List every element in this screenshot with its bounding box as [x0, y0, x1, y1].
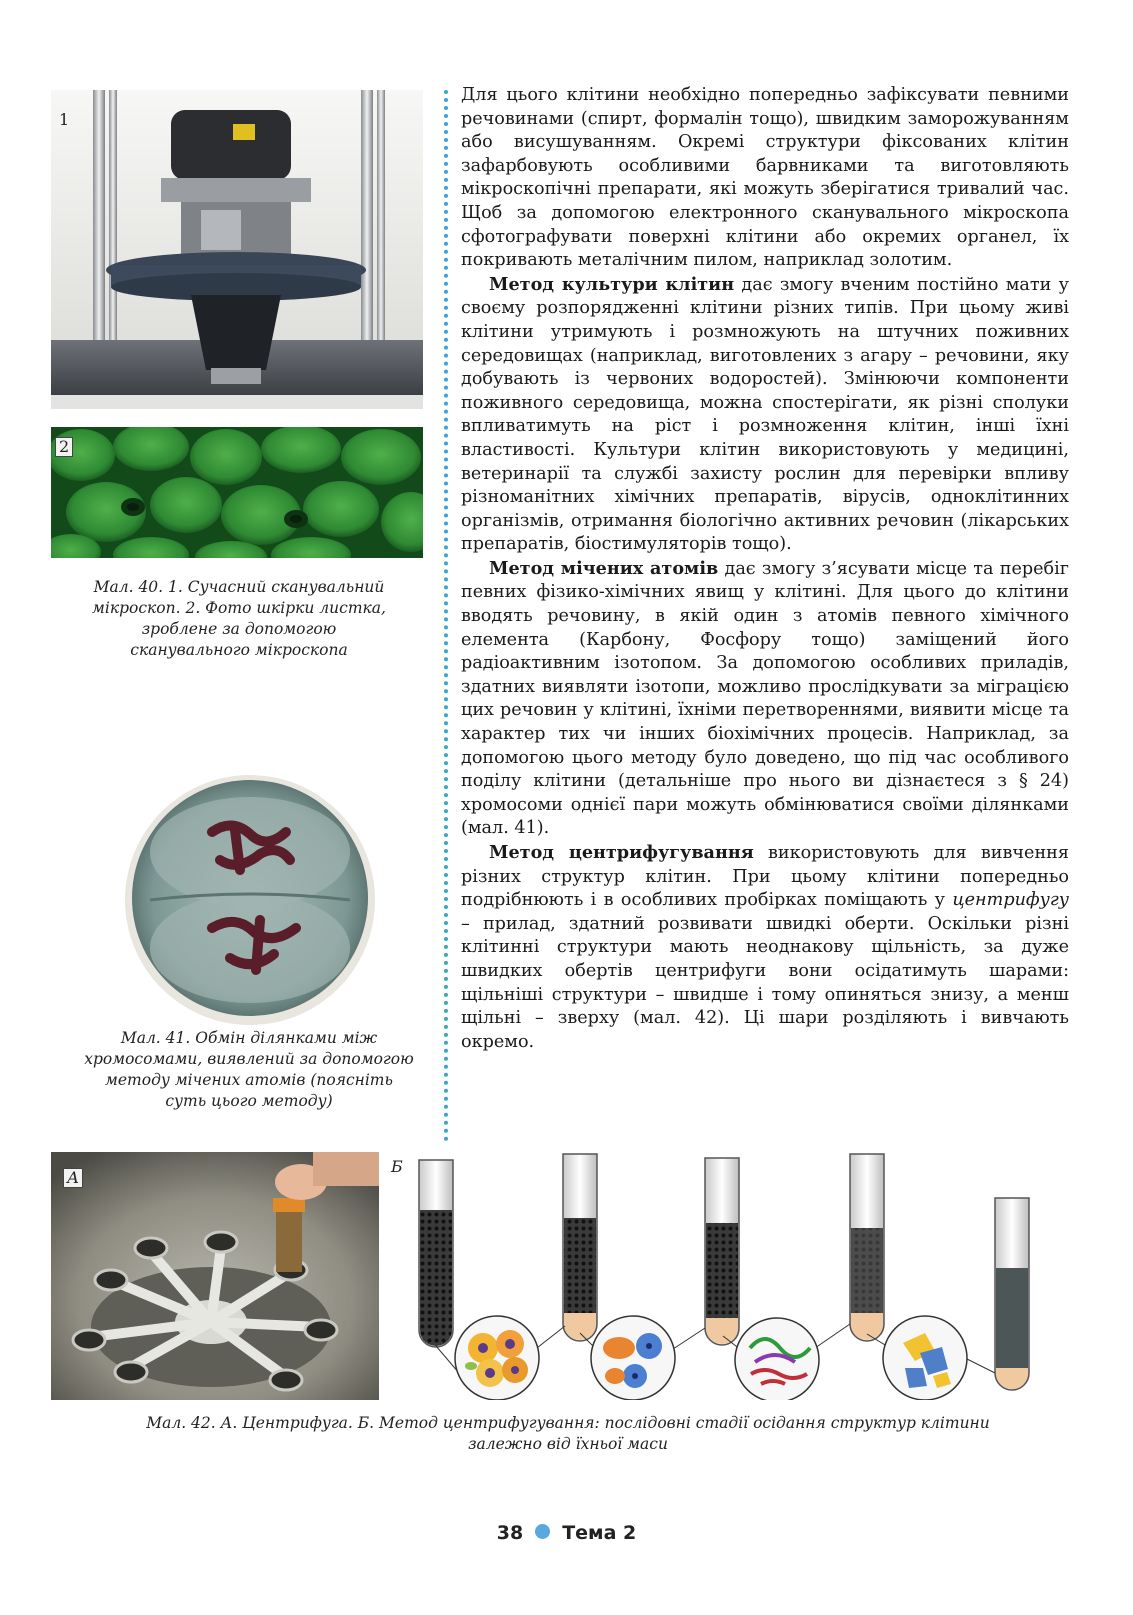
paragraph-centrifugation-body-1: використовують для вивчення різних структур клітин. При цьому клітини попередньо подрібнюють і в особливих пробірках поміщають у [461, 843, 1069, 911]
leaf-epidermis-photo [51, 427, 423, 558]
figure-42-caption [51, 1413, 1085, 1455]
test-tube-2 [563, 1154, 597, 1341]
test-tube-1 [419, 1160, 453, 1347]
paragraph-centrifugation [461, 841, 1069, 1054]
figure-41-caption: Мал. 41. Обмін ділянками між хромосомами, виявлений за допомогою методу мічених атомів (поясніть суть цього методу) [84, 1029, 414, 1110]
term-centrifugation: Метод центрифугування [489, 842, 754, 863]
centrifugation-stages-diagram [405, 1148, 1085, 1400]
figure-40-caption: Мал. 40. 1. Сучасний сканувальний мікроскоп. 2. Фото шкірки листка, зроблене за допомогою сканувального мікроскопа [92, 578, 386, 659]
centrifuge-photo [51, 1152, 379, 1400]
term-labeled-atoms: Метод мічених атомів [489, 557, 719, 579]
column-divider [444, 90, 448, 1142]
paragraph-cell-culture [461, 273, 1069, 557]
figure-label-2: 2 [55, 437, 73, 457]
page-number: 38 [496, 1522, 524, 1544]
figure-42-caption-line-2: залежно від їхньої маси [468, 1435, 668, 1453]
term-centrifuge: центрифугу [952, 890, 1069, 911]
test-tube-5 [995, 1198, 1029, 1390]
test-tube-3 [705, 1158, 739, 1345]
figure-42-caption-line-1: Мал. 42. А. Центрифуга. Б. Метод центрифугування: послідовні стадії осідання структур клітини [146, 1414, 990, 1432]
page-footer [0, 1522, 1133, 1544]
term-cell-culture: Метод культури клітин [489, 273, 735, 295]
paragraph-cell-culture-body: дає змогу вченим постійно мати у своєму розпорядженні клітини різних типів. При цьому живі клітини утримують і розмножують на штучних поживних середовищах (наприклад, виготовлених з агару – речовини, яку добувають із червоних водоростей). Змінюючи компоненти поживного середовища, можна спостерігати, як різні сполуки впливатимуть на ріст і розмноження клітин, інші їхні властивості. Культури клітин використовують у медицині, ветеринарії та службі захисту рослин для перевірки впливу різноманітних хімічних препаратів, вірусів, одноклітинних організмів, отримання біологічно активних речовин (лікарських препаратів, біостимуляторів тощо). [461, 274, 1069, 555]
paragraph-fixation: Для цього клітини необхідно попередньо зафіксувати певними речовинами (спирт, формалін тощо), швидким заморожуванням або висушуванням. Окремі структури фіксованих клітин зафарбовують особливими барвниками та виготовляють мікроскопічні препарати, які можуть зберігатися тривалий час. Щоб за допомогою електронного сканувального мікроскопа сфотографувати поверхні клітини або окремих органел, їх покривають металічним пилом, наприклад золотим. [461, 85, 1069, 271]
microscope-photo [51, 90, 423, 409]
test-tube-4 [850, 1154, 884, 1341]
figure-label-1: 1 [59, 110, 70, 129]
paragraph-labeled-atoms [461, 557, 1069, 841]
section-title: Тема 2 [562, 1522, 637, 1544]
figure-label-b: Б [391, 1157, 403, 1176]
paragraph-centrifugation-body-2: – прилад, здатний розвивати швидкі оберти. Оскільки різні клітинні структури мають неоднакову щільність, за дуже швидких обертів центрифуги вони осідатимуть шарами: щільніші структури – швидше і тому опиняться знизу, а менш щільні – зверху (мал. 42). Ці шари розділяють і вивчають окремо. [461, 913, 1069, 1052]
main-text [461, 84, 1069, 1054]
footer-bullet-icon [535, 1524, 550, 1539]
paragraph-labeled-atoms-body: дає змогу з’ясувати місце та перебіг певних фізико-хімічних явищ у клітині. Для цього до клітини вводять речовину, в якій один з атомів певного хімічного елемента (Карбону, Фосфору тощо) заміщений його радіоактивним ізотопом. За допомогою особливих приладів, здатних виявляти ізотопи, можливо прослідкувати за міграцією цих речовин у клітині, їхніми перетвореннями, виявити місце та характер тих чи інших біохімічних процесів. Наприклад, за допомогою цього методу було доведено, що під час особливого поділу клітини (детальніше про нього ви дізнаєтеся з § 24) хромосоми однієї пари можуть обмінюватися своїми ділянками (мал. 41). [461, 558, 1069, 839]
figure-label-a: А [63, 1168, 83, 1188]
chromosome-exchange-photo [120, 770, 380, 1030]
